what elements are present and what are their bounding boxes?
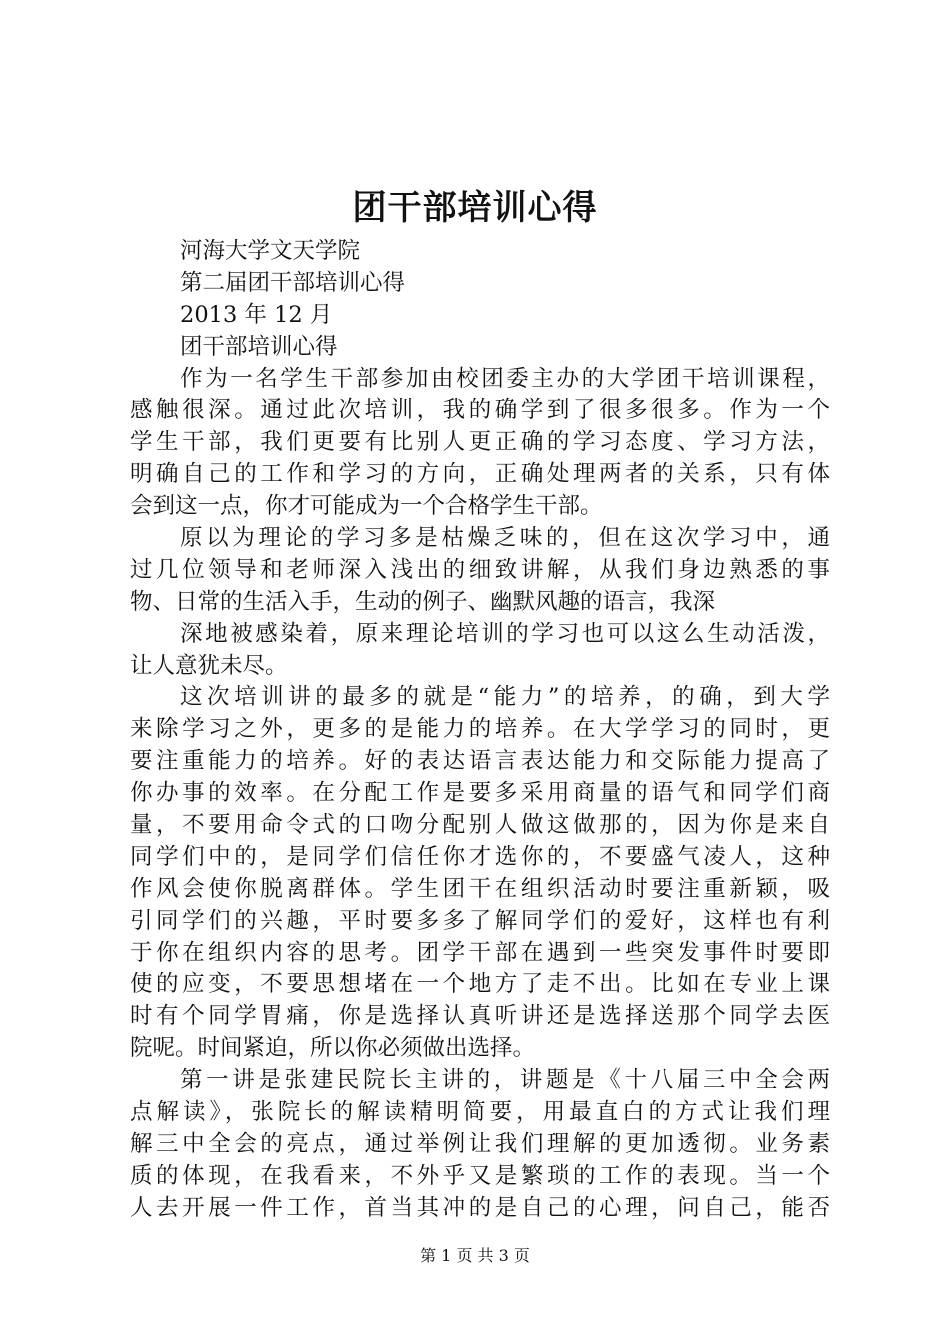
body-line: 第二届团干部培训心得 bbox=[180, 269, 406, 296]
body-line: 团干部培训心得 bbox=[180, 333, 338, 360]
body-line: 于你在组织内容的思考。团学干部在遇到一些突发事件时要即 bbox=[130, 939, 830, 966]
body-line: 这次培训讲的最多的就是“能力”的培养，的确，到大学 bbox=[180, 684, 830, 711]
body-line: 你办事的效率。在分配工作是要多采用商量的语气和同学们商 bbox=[130, 780, 830, 807]
body-line: 时有个同学胃痛，你是选择认真听讲还是选择送那个同学去医 bbox=[130, 1003, 830, 1030]
body-line: 量，不要用命令式的口吻分配别人做这做那的，因为你是来自 bbox=[130, 812, 830, 839]
body-line: 河海大学文天学院 bbox=[180, 238, 361, 264]
body-line: 2013 年 12 月 bbox=[180, 301, 333, 328]
body-line: 解三中全会的亮点，通过举例让我们理解的更加透彻。业务素 bbox=[130, 1130, 830, 1157]
body-line: 过几位领导和老师深入浅出的细致讲解，从我们身边熟悉的事 bbox=[130, 556, 830, 583]
body-line: 点解读》，张院长的解读精明简要，用最直白的方式让我们理 bbox=[130, 1099, 830, 1126]
body-line: 引同学们的兴趣，平时要多多了解同学们的爱好，这样也有利 bbox=[130, 907, 830, 934]
page-footer: 第 1 页 共 3 页 bbox=[420, 1246, 530, 1265]
body-line: 让人意犹未尽。 bbox=[130, 652, 288, 679]
body-line: 使的应变，不要思想堵在一个地方了走不出。比如在专业上课 bbox=[130, 971, 830, 998]
body-line: 明确自己的工作和学习的方向，正确处理两者的关系，只有体 bbox=[130, 461, 830, 488]
body-line: 会到这一点，你才可能成为一个合格学生干部。 bbox=[130, 493, 603, 520]
body-line: 来除学习之外，更多的是能力的培养。在大学学习的同时，更 bbox=[130, 716, 830, 743]
body-line: 作为一名学生干部参加由校团委主办的大学团干培训课程， bbox=[180, 365, 830, 392]
body-line: 物、日常的生活入手，生动的例子、幽默风趣的语言，我深 bbox=[130, 588, 716, 615]
body-line: 质的体现，在我看来，不外乎又是繁琐的工作的表现。当一个 bbox=[130, 1162, 830, 1189]
body-line: 第一讲是张建民院长主讲的，讲题是《十八届三中全会两 bbox=[180, 1067, 830, 1094]
body-line: 要注重能力的培养。好的表达语言表达能力和交际能力提高了 bbox=[130, 748, 830, 775]
body-line: 同学们中的，是同学们信任你才选你的，不要盛气凌人，这种 bbox=[130, 843, 830, 870]
body-line: 作风会使你脱离群体。学生团干在组织活动时要注重新颖，吸 bbox=[130, 875, 830, 902]
body-line: 感触很深。通过此次培训，我的确学到了很多很多。作为一个 bbox=[130, 397, 830, 424]
body-line: 人去开展一件工作，首当其冲的是自己的心理，问自己，能否 bbox=[130, 1194, 830, 1221]
document-title: 团干部培训心得 bbox=[352, 188, 598, 228]
body-line: 原以为理论的学习多是枯燥乏味的，但在这次学习中，通 bbox=[180, 525, 830, 552]
body-line: 深地被感染着，原来理论培训的学习也可以这么生动活泼， bbox=[180, 620, 830, 647]
document-body bbox=[130, 236, 830, 1225]
body-line: 院呢。时间紧迫，所以你必须做出选择。 bbox=[130, 1035, 536, 1062]
body-line: 学生干部，我们更要有比别人更正确的学习态度、学习方法， bbox=[130, 429, 830, 456]
